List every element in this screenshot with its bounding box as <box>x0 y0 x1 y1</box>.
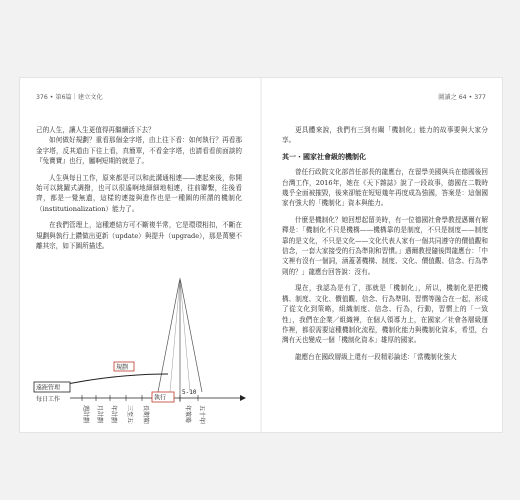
book-spread <box>20 78 502 432</box>
timeline-arrowhead <box>240 395 246 401</box>
left-page-body <box>36 125 242 251</box>
paragraph: 如何做好規劃？重看那個金字塔，由上往下看：如何執行？再看那金字塔，反其道由下往上看，真簡單，不看金字塔，也請看看前面談的『兔寶寶』也行，屬啊短期的就是了。 <box>36 136 242 166</box>
right-page <box>262 78 502 432</box>
tick-label-5-10: 5-10 <box>182 389 197 396</box>
paragraph: 更具體來說，我們有三到有關「機制化」能力的故事要與大家分享。 <box>282 126 488 145</box>
tick-label-fifty-year: 五十年戰略 <box>198 405 205 424</box>
vision-management-label: 遠距管理 <box>36 384 61 392</box>
left-page-header: 376 • 第6篇｜建立文化 <box>36 94 103 101</box>
paragraph: 曾任行政院文化部首任部長的龍應台，在留學美國與兵在德國後回台灣工作，2016年，她在《天下雜誌》說了一段故事，德國在二戰時幾乎全面被摧毀，後來卻能在短短幾年再度成為強國，答案是：這個國家有強大的「機制化」資本與能力。 <box>282 168 488 208</box>
execution-label: 執行 <box>154 394 167 402</box>
tick-label-monthly: 月計劃 <box>96 405 103 424</box>
tick-label-3-5-year: 三至五年策略 <box>126 405 133 424</box>
daily-work-label: 每日工作 <box>36 396 61 403</box>
paragraph: 在我們管理上，這種連結方可不斷複半常，它是環環相扣，不斷在規劃與執行上鑽做出更新（update）與提升（upgrade），那是萬變不離其宗，如下圖所描述。 <box>36 221 243 251</box>
tick-label-weekly: 週計劃 <box>82 405 89 424</box>
planning-execution-diagram <box>30 274 250 424</box>
paragraph: 什麼是機制化？她回想起留美時，有一位德國社會學教授邁爾有解釋是：「機制化不只是機構——機構靠的是制度，不只是制度——制度靠的是文化，不只是文化——文化代表人家有一個共同遵守的價值觀和信念，一套大家接受的行為準則和習慣。」邁爾教授隨後問龍應台：「中文裡有沒有一個詞，涵蓋著機構、制度、文化、價值觀、信念、行為準則的？」龍應台回答說：沒有。 <box>282 215 488 276</box>
tick-label-yearly: 年計劃 <box>110 405 117 424</box>
tick-label-strategy: 年策略 <box>184 405 191 424</box>
paragraph: 人生與每日工作，原來都是可以和此溝通相連——連起來後，你開始可以跳躍式調撥，也可以很遙啊地細細地相連，往前聯繫，往後看齊，都是一覺無遺，這樣的連接與進作也是一種圖的所謂的機制化（institutionalization）能力了。 <box>36 173 242 213</box>
planning-label: 規劃 <box>116 364 129 371</box>
left-page <box>20 78 260 432</box>
right-page-body <box>282 125 488 362</box>
section-title: 其一・國家社會級的機制化 <box>282 152 366 161</box>
paragraph: 己的人生，讓人生更值得再繼續活下去？ <box>36 126 155 134</box>
tick-label-long-term: 長期策略 <box>142 405 149 424</box>
paragraph: 現在，我認為是有了，那就是「機制化」，所以，機制化是把機構、制度、文化、價值觀、信念、行為準則、習慣等融合在一起，形成了從文化到策略，組織制度、信念、行為，行動，習慣上的「一致性」，我們在企業／組織裡，在個人領導力上，在國家／社會各層級運作裡，都很需要這種機制化流程，機制化能力與機制化資本，希望，台灣有天也變成一個「機制化資本」雄厚的國家。 <box>282 284 488 345</box>
right-page-header: 圖讀之 64 • 377 <box>438 94 486 101</box>
paragraph: 龍應台在國政層級上還有一段精彩論述：「當機制化強大 <box>295 352 457 361</box>
